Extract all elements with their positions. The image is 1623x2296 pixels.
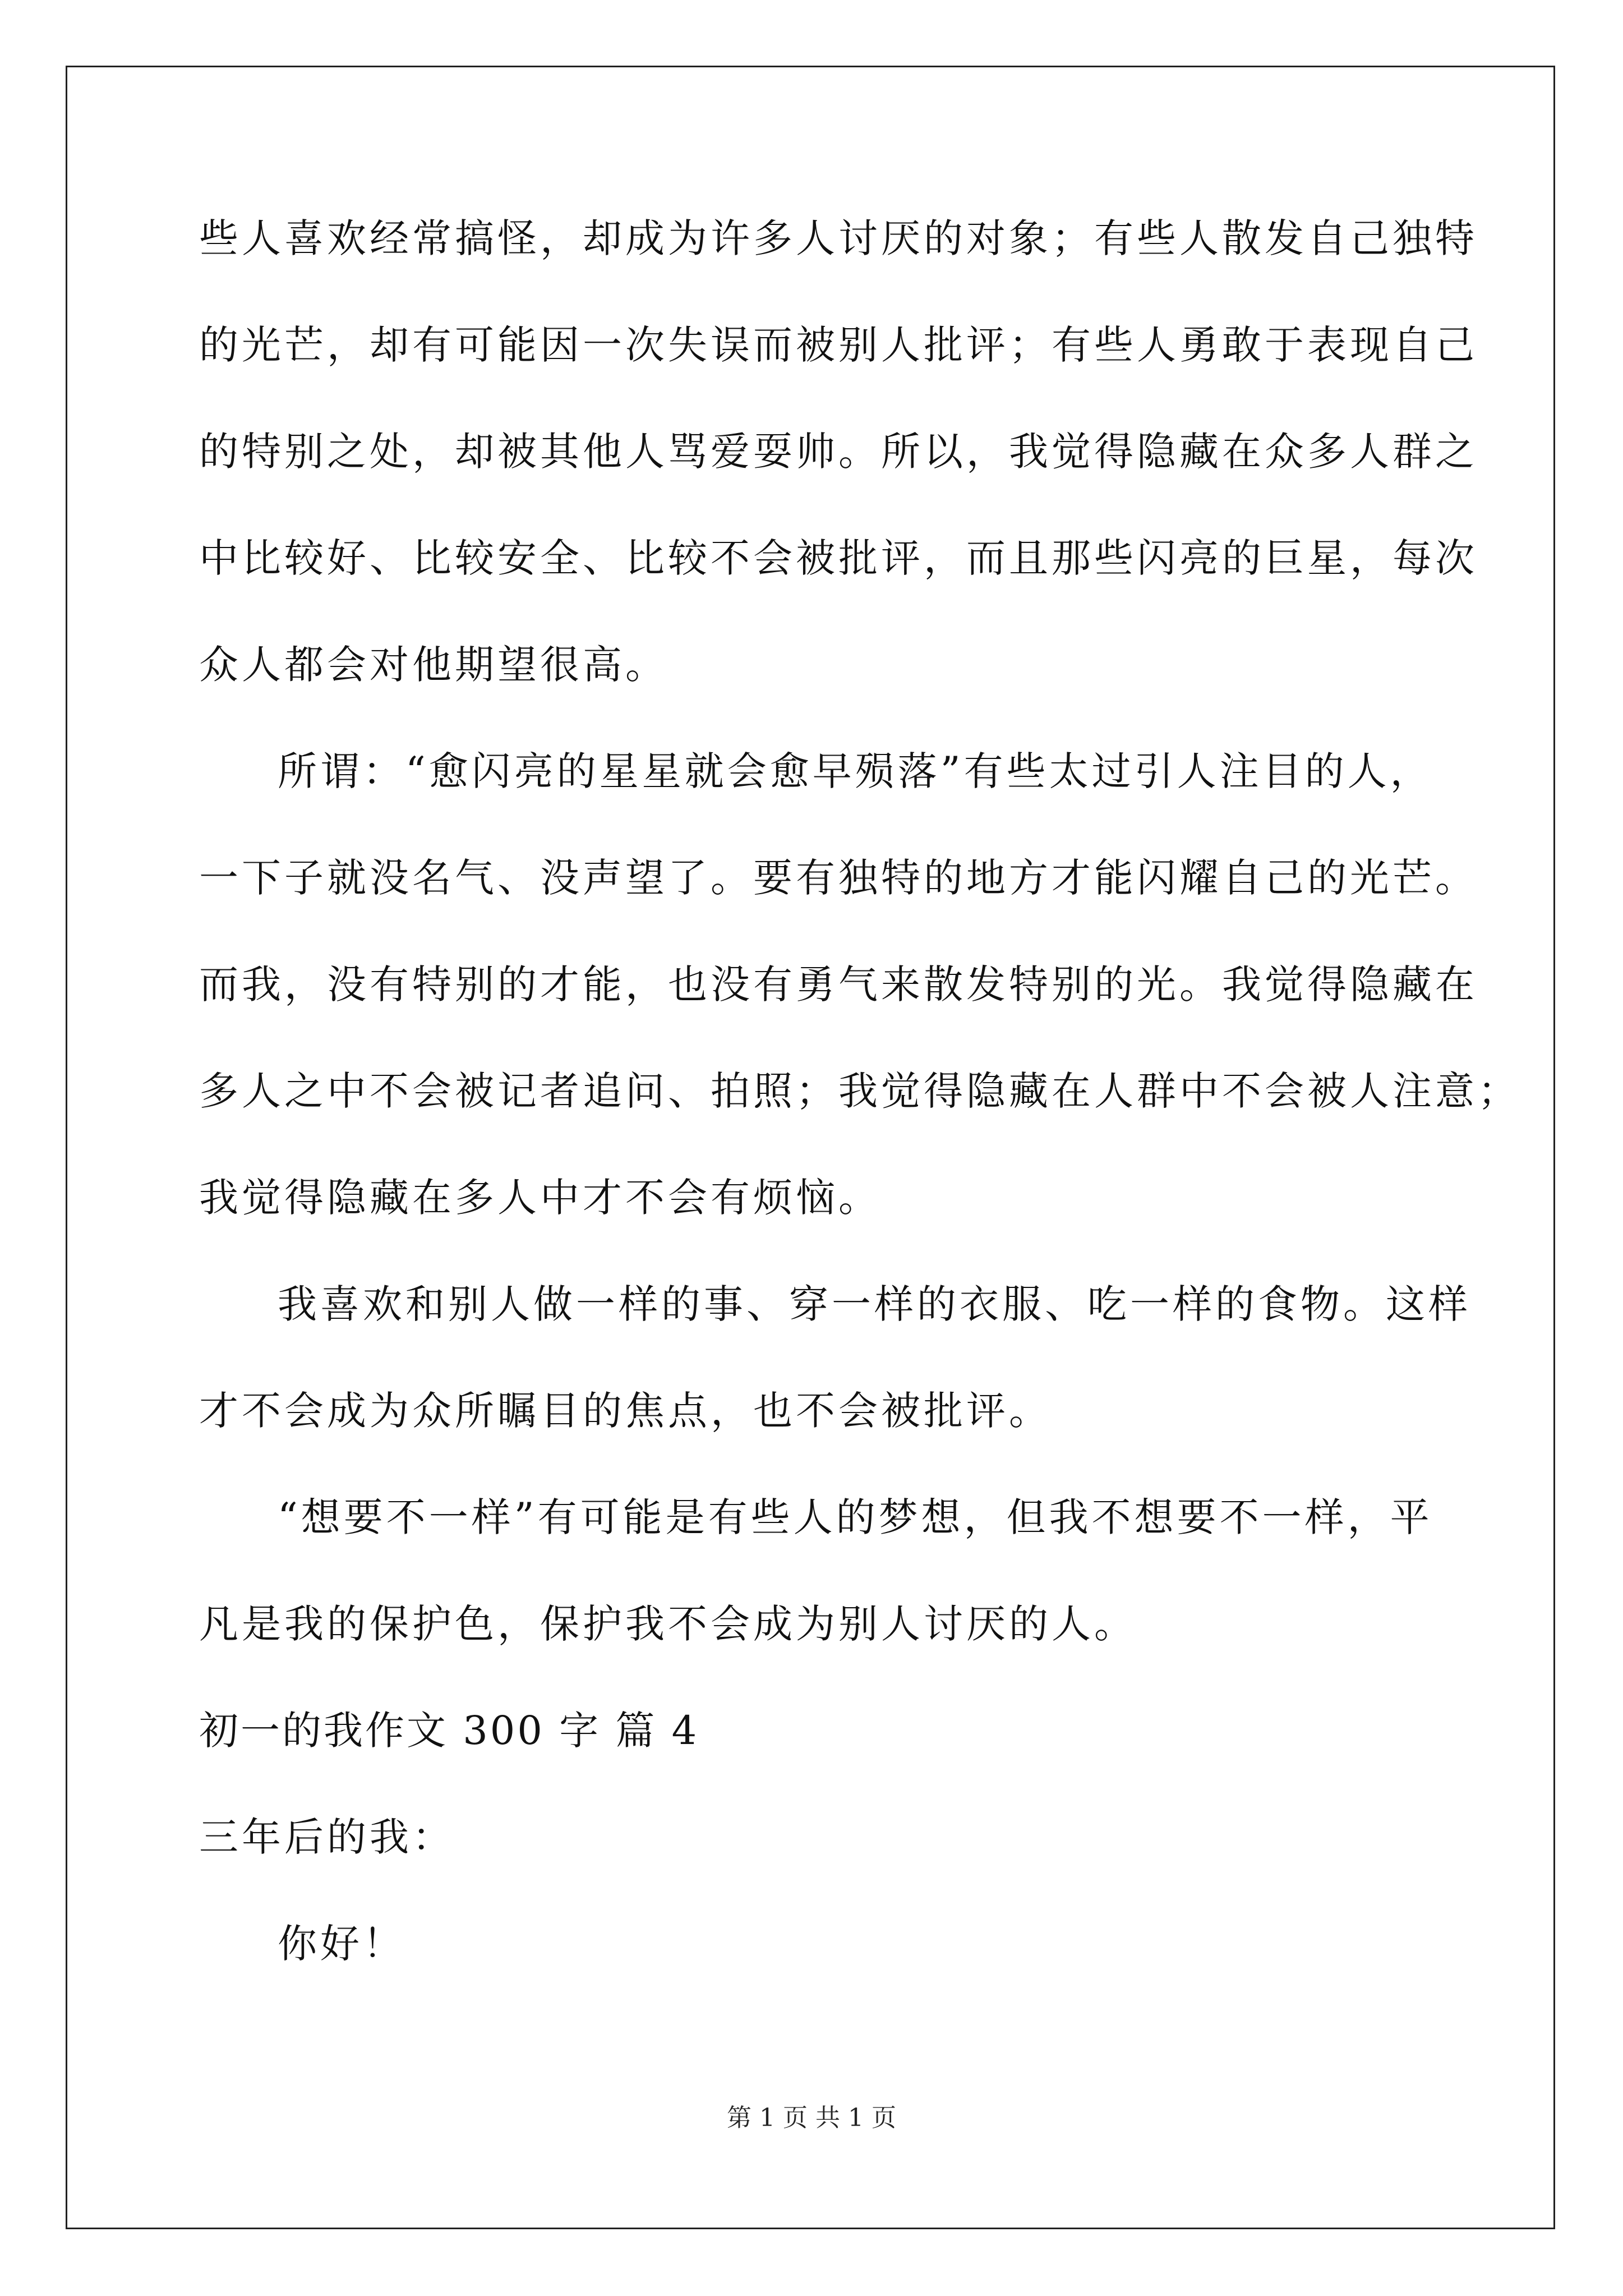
page-number-footer: 第 1 页 共 1 页 — [727, 2104, 896, 2132]
body-line: 我觉得隐藏在多人中才不会有烦恼。 — [199, 1175, 881, 1221]
body-line: 一下子就没名气、没声望了。要有独特的地方才能闪耀自己的光芒。 — [199, 855, 1478, 901]
body-line: 众人都会对他期望很高。 — [199, 642, 668, 688]
body-line: 多人之中不会被记者追问、拍照；我觉得隐藏在人群中不会被人注意； — [199, 1068, 1520, 1114]
paragraph-start-line: 所谓：“愈闪亮的星星就会愈早殒落”有些太过引人注目的人， — [278, 748, 1433, 794]
body-line: 才不会成为众所瞩目的焦点，也不会被批评。 — [199, 1388, 1052, 1434]
document-body — [199, 215, 1520, 2031]
salutation-line: 三年后的我： — [199, 1814, 455, 1860]
section-heading: 初一的我作文 300 字 篇 4 — [199, 1708, 699, 1754]
body-line: 凡是我的保护色，保护我不会成为别人讨厌的人。 — [199, 1601, 1137, 1647]
greeting-line: 你好！ — [278, 1921, 405, 1967]
body-line: 中比较好、比较安全、比较不会被批评，而且那些闪亮的巨星，每次 — [199, 535, 1478, 581]
body-line: 的特别之处，却被其他人骂爱耍帅。所以，我觉得隐藏在众多人群之 — [199, 429, 1478, 475]
paragraph-start-line: 我喜欢和别人做一样的事、穿一样的衣服、吃一样的食物。这样 — [278, 1281, 1471, 1327]
body-line: 些人喜欢经常搞怪，却成为许多人讨厌的对象；有些人散发自己独特 — [199, 215, 1478, 261]
paragraph-start-line: “想要不一样”有可能是有些人的梦想，但我不想要不一样，平 — [278, 1494, 1433, 1540]
body-line: 而我，没有特别的才能，也没有勇气来散发特别的光。我觉得隐藏在 — [199, 961, 1478, 1007]
body-line: 的光芒，却有可能因一次失误而被别人批评；有些人勇敢于表现自己 — [199, 322, 1478, 368]
